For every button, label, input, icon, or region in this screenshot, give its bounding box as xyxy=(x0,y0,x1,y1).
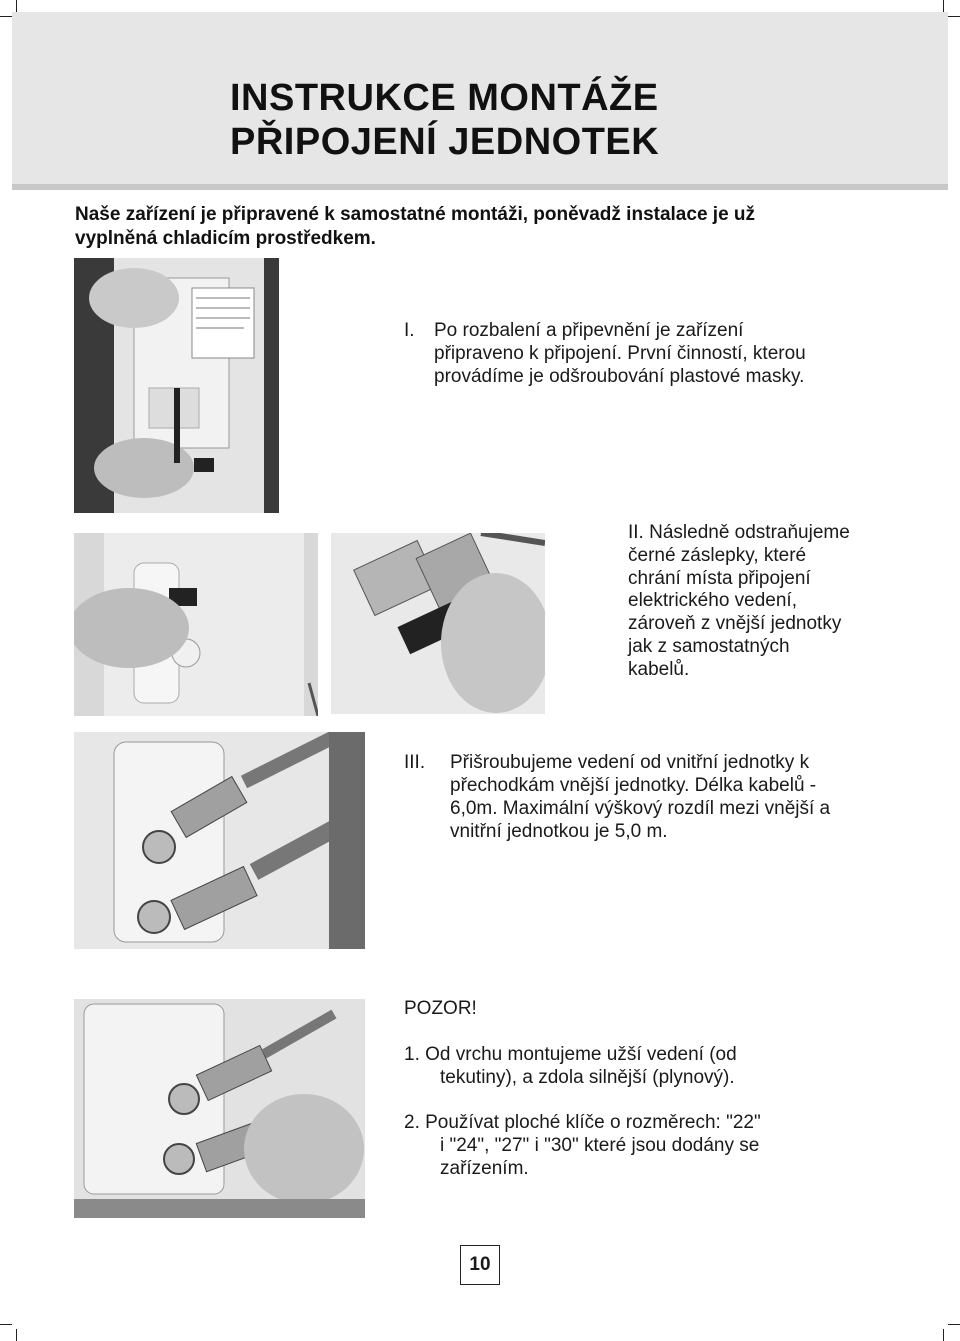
warning-item-1 xyxy=(404,1043,864,1089)
step-3-line: 6,0m. Maximální výškový rozdíl mezi vnější a xyxy=(450,798,831,819)
step-2-line: elektrického vedení, xyxy=(628,590,797,612)
warning-line: 2. Používat ploché klíče o rozměrech: "22" xyxy=(404,1112,761,1133)
intro-text xyxy=(75,203,875,251)
crop-mark xyxy=(943,0,944,12)
photo-connectors-closeup xyxy=(331,533,545,714)
crop-mark xyxy=(948,16,960,17)
warning-line: tekutiny), a zdola silnější (plynový). xyxy=(440,1067,735,1088)
step-3-line: přechodkám vnější jednotky. Délka kabelů - xyxy=(450,775,817,796)
step-3-text: Přišroubujeme vedení od vnitřní jednotky k xyxy=(450,752,810,773)
crop-mark xyxy=(0,16,12,17)
step-2-line: kabelů. xyxy=(628,658,690,680)
title-line-2: PŘIPOJENÍ JEDNOTEK xyxy=(230,121,660,163)
crop-mark xyxy=(943,1329,944,1341)
step-2-line: chrání místa připojení xyxy=(628,567,811,589)
crop-mark xyxy=(0,1324,12,1325)
title-line-1: INSTRUKCE MONTÁŽE xyxy=(230,77,659,119)
step-3-number: III. xyxy=(404,752,426,773)
warning-line: i "24", "27" i "30" které jsou dodány se xyxy=(440,1135,760,1156)
photo-removing-plug xyxy=(74,533,318,716)
step-1-text: Po rozbalení a připevnění je zařízení xyxy=(434,320,744,341)
step-3-line xyxy=(404,751,904,774)
warning-line: zařízením. xyxy=(440,1158,529,1179)
step-2-line: zároveň z vnější jednotky xyxy=(628,613,842,635)
step-2 xyxy=(628,522,928,682)
photo-unscrewing-cover xyxy=(74,258,279,513)
photo-tightening-wrench xyxy=(74,999,365,1218)
step-1-line: připraveno k připojení. První činností, kterou xyxy=(434,343,806,364)
crop-mark xyxy=(948,1324,960,1325)
step-2-line: jak z samostatných xyxy=(628,635,790,657)
step-3 xyxy=(404,751,904,843)
crop-mark xyxy=(16,1329,17,1341)
step-1-number: I. xyxy=(404,320,415,341)
page-number: 10 xyxy=(460,1245,500,1285)
warning-box xyxy=(404,997,864,1180)
warning-line: 1. Od vrchu montujeme užší vedení (od xyxy=(404,1044,737,1065)
intro-line: vyplněná chladicím prostředkem. xyxy=(75,228,376,249)
warning-heading: POZOR! xyxy=(404,998,477,1019)
step-1-line xyxy=(404,319,824,342)
intro-line: Naše zařízení je připravené k samostatné montáži, poněvadž instalace je už xyxy=(75,204,756,225)
step-1 xyxy=(404,319,824,388)
warning-item-2 xyxy=(404,1111,864,1180)
page-title xyxy=(230,76,659,164)
step-2-line: černé záslepky, které xyxy=(628,544,807,566)
step-3-line: vnitřní jednotkou je 5,0 m. xyxy=(450,821,668,842)
crop-mark xyxy=(16,0,17,12)
step-1-line: provádíme je odšroubování plastové masky. xyxy=(434,366,805,387)
step-2-line: II. Následně odstraňujeme xyxy=(628,522,850,543)
photo-connecting-pipes xyxy=(74,732,365,949)
